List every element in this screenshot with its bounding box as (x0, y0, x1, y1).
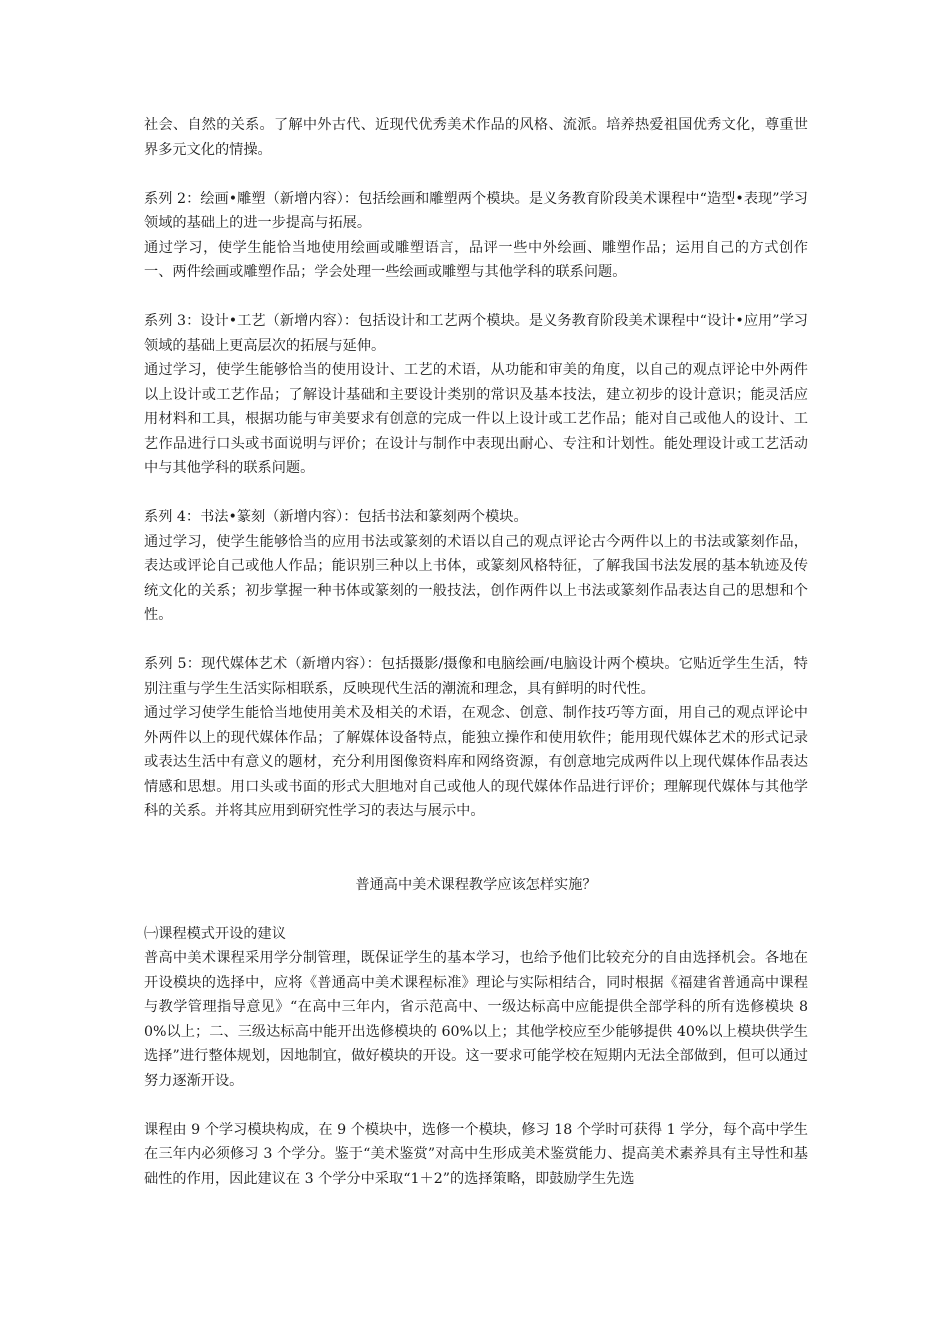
paragraph-series-2-title: 系列 2：绘画•雕塑（新增内容）：包括绘画和雕塑两个模块。是义务教育阶段美术课程中“造型•表现”学习领域的基础上的进一步提高与拓展。 (144, 190, 808, 231)
spacer (144, 628, 808, 653)
paragraph-series-4-body: 通过学习，使学生能够恰当的应用书法或篆刻的术语以自己的观点评论古今两件以上的书法或篆刻作品，表达或评论自己或他人作品；能识别三种以上书体，或篆刻风格特征，了解我国书法发展的基本轨迹及传统文化的关系；初步掌握一种书体或篆刻的一般技法，创作两件以上书法或篆刻作品表达自己的思想和个性。 (144, 533, 808, 623)
spacer (144, 1093, 808, 1118)
paragraph-course-credits: 课程由 9 个学习模块构成，在 9 个模块中，选修一个模块，修习 18 个学时可获得 1 学分，每个高中学生在三年内必须修习 3 个学分。鉴于“美术鉴赏”对高中生形成美术鉴赏能力、提高美术素养具有主导性和基础性的作用，因此建议在 3 个学分中采取“1＋2”的选择策略，即鼓励学生先选 (144, 1121, 808, 1187)
spacer (144, 897, 808, 922)
section-heading: 普通高中美术课程教学应该怎样实施？ (355, 876, 597, 893)
spacer (144, 824, 808, 873)
paragraph-series-5-body: 通过学习使学生能恰当地使用美术及相关的术语，在观念、创意、制作技巧等方面，用自己的观点评论中外两件以上的现代媒体作品；了解媒体设备特点，能独立操作和使用软件；能用现代媒体艺术的形式记录或表达生活中有意义的题材，充分利用图像资料库和网络资源，有创意地完成两件以上现代媒体作品表达情感和思想。用口头或书面的形式大胆地对自己或他人的现代媒体作品进行评价；理解现代媒体与其他学科的关系。并将其应用到研究性学习的表达与展示中。 (144, 705, 808, 819)
spacer (144, 162, 808, 187)
paragraph-course-mode: 普高中美术课程采用学分制管理，既保证学生的基本学习，也给予他们比较充分的自由选择机会。各地在开设模块的选择中，应将《普通高中美术课程标准》理论与实际相结合，同时根据《福建省普通高中课程与教学管理指导意见》“在高中三年内，省示范高中、一级达标高中应能提供全部学科的所有选修模块 80%以上；二、三级达标高中能开出选修模块的 60%以上；其他学校应至少能够提供 40%以上模块供学生选择”进行整体规划，因地制宜，做好模块的开设。这一要求可能学校在短期内无法全部做到，但可以通过努力逐渐开设。 (144, 950, 808, 1089)
paragraph-series-4-title: 系列 4：书法•篆刻（新增内容）：包括书法和篆刻两个模块。 (144, 509, 528, 525)
spacer (144, 285, 808, 310)
document-page (144, 113, 808, 1191)
paragraph-intro-continued: 社会、自然的关系。了解中外古代、近现代优秀美术作品的风格、流派。培养热爱祖国优秀文化，尊重世界多元文化的情操。 (144, 117, 808, 158)
subsection-heading: ㈠课程模式开设的建议 (144, 925, 286, 942)
paragraph-series-2-body: 通过学习，使学生能恰当地使用绘画或雕塑语言，品评一些中外绘画、雕塑作品；运用自己的方式创作一、两件绘画或雕塑作品；学会处理一些绘画或雕塑与其他学科的联系问题。 (144, 239, 808, 280)
paragraph-series-5-title: 系列 5：现代媒体艺术（新增内容）：包括摄影/摄像和电脑绘画/电脑设计两个模块。它贴近学生生活，特别注重与学生生活实际相联系，反映现代生活的潮流和理念，具有鲜明的时代性。 (144, 656, 808, 697)
paragraph-series-3-body: 通过学习，使学生能够恰当的使用设计、工艺的术语，从功能和审美的角度，以自己的观点评论中外两件以上设计或工艺作品；了解设计基础和主要设计类别的常识及基本技法，建立初步的设计意识；能灵活应用材料和工具，根据功能与审美要求有创意的完成一件以上设计或工艺作品；能对自己或他人的设计、工艺作品进行口头或书面说明与评价；在设计与制作中表现出耐心、专注和计划性。能处理设计或工艺活动中与其他学科的联系问题。 (144, 362, 808, 476)
spacer (144, 481, 808, 506)
paragraph-series-3-title: 系列 3：设计•工艺（新增内容）：包括设计和工艺两个模块。是义务教育阶段美术课程中“设计•应用”学习领域的基础上更高层次的拓展与延伸。 (144, 313, 808, 354)
